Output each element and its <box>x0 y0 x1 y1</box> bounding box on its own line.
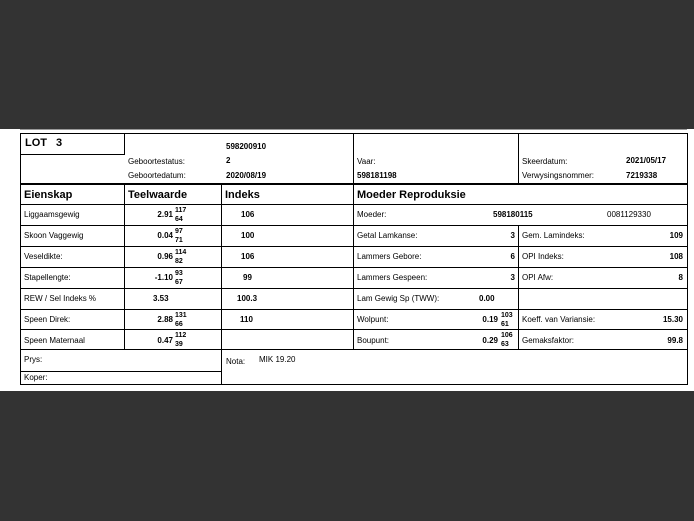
shear-date: 2021/05/17 <box>626 156 667 165</box>
birth-date: 2020/08/19 <box>226 171 267 180</box>
row-rule-3 <box>20 267 688 268</box>
trait-lower: 71 <box>175 237 183 244</box>
trait-index: 100.3 <box>237 294 258 303</box>
trait-value: 0.96 <box>157 252 173 261</box>
trait-value: 3.53 <box>153 294 169 303</box>
trait-label: Veseldikte: <box>24 252 63 261</box>
row-rule-7 <box>20 349 688 350</box>
opi-dev: 8 <box>678 273 683 282</box>
birth-status: 2 <box>226 156 231 165</box>
row-rule-1 <box>20 225 688 226</box>
trait-label: Speen Maternaal <box>24 336 85 345</box>
col-rule-3 <box>353 133 354 349</box>
lambs-born-label: Lammers Gebore: <box>357 252 422 261</box>
build-points: 0.29 <box>482 336 498 345</box>
top-dotted-rule <box>20 129 687 130</box>
wool-points-label: Wolpunt: <box>357 315 389 324</box>
trait-upper: 93 <box>175 270 183 277</box>
note-text: MIK 19.20 <box>259 355 296 364</box>
trait-value: 2.88 <box>157 315 173 324</box>
frame-top <box>20 133 688 134</box>
trait-index: 106 <box>241 210 255 219</box>
note-label: Nota: <box>226 357 246 366</box>
opi-dev-label: OPI Afw: <box>522 273 554 282</box>
trait-upper: 112 <box>175 332 187 339</box>
trait-value: -1.10 <box>154 273 173 282</box>
wool-points-lower: 61 <box>501 321 509 328</box>
lot-box-right <box>124 133 125 155</box>
trait-lower: 66 <box>175 321 183 328</box>
opi-index-label: OPI Indeks: <box>522 252 564 261</box>
trait-value: 0.47 <box>157 336 173 345</box>
dam-number: 598180115 <box>493 210 533 219</box>
dam-extra-number: 0081129330 <box>607 210 651 219</box>
frame-bottom <box>20 384 688 385</box>
trait-value: 2.91 <box>157 210 173 219</box>
index-heading: Indeks <box>225 189 260 201</box>
lot-sheet <box>0 129 694 391</box>
lambing-chances: 3 <box>510 231 515 240</box>
row-rule-5 <box>20 309 688 310</box>
col-rule-4 <box>518 133 519 184</box>
row-rule-0 <box>20 204 688 205</box>
trait-label: REW / Sel Indeks % <box>24 294 97 303</box>
sire-number: 598181198 <box>357 171 397 180</box>
lot-label: LOT <box>25 137 47 149</box>
breeding-value-heading: Teelwaarde <box>128 189 188 201</box>
id-number: 598200910 <box>226 142 267 151</box>
reference-label: Verwysingsnommer: <box>522 171 595 180</box>
lot-box-bottom <box>20 154 124 155</box>
trait-upper: 117 <box>175 207 187 214</box>
trait-lower: 82 <box>175 258 183 265</box>
lamb-weight-label: Lam Gewig Sp (TWW): <box>357 294 440 303</box>
lambs-weaned-label: Lammers Gespeen: <box>357 273 428 282</box>
lamb-weight: 0.00 <box>479 294 495 303</box>
cv-label: Koeff. van Variansie: <box>522 315 596 324</box>
frame-left <box>20 133 21 385</box>
build-points-upper: 106 <box>501 332 513 339</box>
trait-label: Liggaamsgewig <box>24 210 80 219</box>
trait-heading: Eienskap <box>24 189 73 201</box>
row-rule-4 <box>20 288 688 289</box>
row-rule-2 <box>20 246 688 247</box>
ease-label: Gemaksfaktor: <box>522 336 575 345</box>
dam-label: Moeder: <box>357 210 387 219</box>
avg-lamb-index-label: Gem. Lamindeks: <box>522 231 585 240</box>
frame-right <box>687 133 688 385</box>
footer-rule <box>20 371 221 372</box>
trait-lower: 64 <box>175 216 183 223</box>
buyer-label: Koper: <box>24 373 48 382</box>
trait-upper: 97 <box>175 228 183 235</box>
trait-index: 99 <box>243 273 252 282</box>
wool-points-upper: 103 <box>501 312 513 319</box>
dam-reproduction-heading: Moeder Reproduksie <box>357 189 466 201</box>
reference-number: 7219338 <box>626 171 658 180</box>
sire-label: Vaar: <box>357 157 376 166</box>
build-points-lower: 63 <box>501 341 509 348</box>
avg-lamb-index: 109 <box>669 231 683 240</box>
trait-upper: 114 <box>175 249 187 256</box>
birth-status-label: Geboortestatus: <box>128 157 185 166</box>
trait-index: 100 <box>241 231 255 240</box>
build-points-label: Boupunt: <box>357 336 390 345</box>
col-rule-2 <box>221 184 222 385</box>
trait-index: 106 <box>241 252 255 261</box>
trait-lower: 67 <box>175 279 183 286</box>
header-divider <box>20 183 688 185</box>
trait-lower: 39 <box>175 341 183 348</box>
birth-date-label: Geboortedatum: <box>128 171 186 180</box>
trait-label: Skoon Vaggewig <box>24 231 84 240</box>
trait-upper: 131 <box>175 312 187 319</box>
lambing-chances-label: Getal Lamkanse: <box>357 231 418 240</box>
price-label: Prys: <box>24 355 43 364</box>
cv-value: 15.30 <box>662 315 683 324</box>
lot-number: 3 <box>56 137 63 149</box>
trait-value: 0.04 <box>157 231 173 240</box>
lambs-born: 6 <box>510 252 515 261</box>
opi-index: 108 <box>669 252 683 261</box>
ease-value: 99.8 <box>667 336 683 345</box>
row-rule-6 <box>20 329 688 330</box>
trait-label: Speen Direk: <box>24 315 71 324</box>
shear-date-label: Skeerdatum: <box>522 157 568 166</box>
wool-points: 0.19 <box>482 315 498 324</box>
trait-index: 110 <box>240 315 253 324</box>
trait-label: Stapellengte: <box>24 273 71 282</box>
lambs-weaned: 3 <box>510 273 515 282</box>
